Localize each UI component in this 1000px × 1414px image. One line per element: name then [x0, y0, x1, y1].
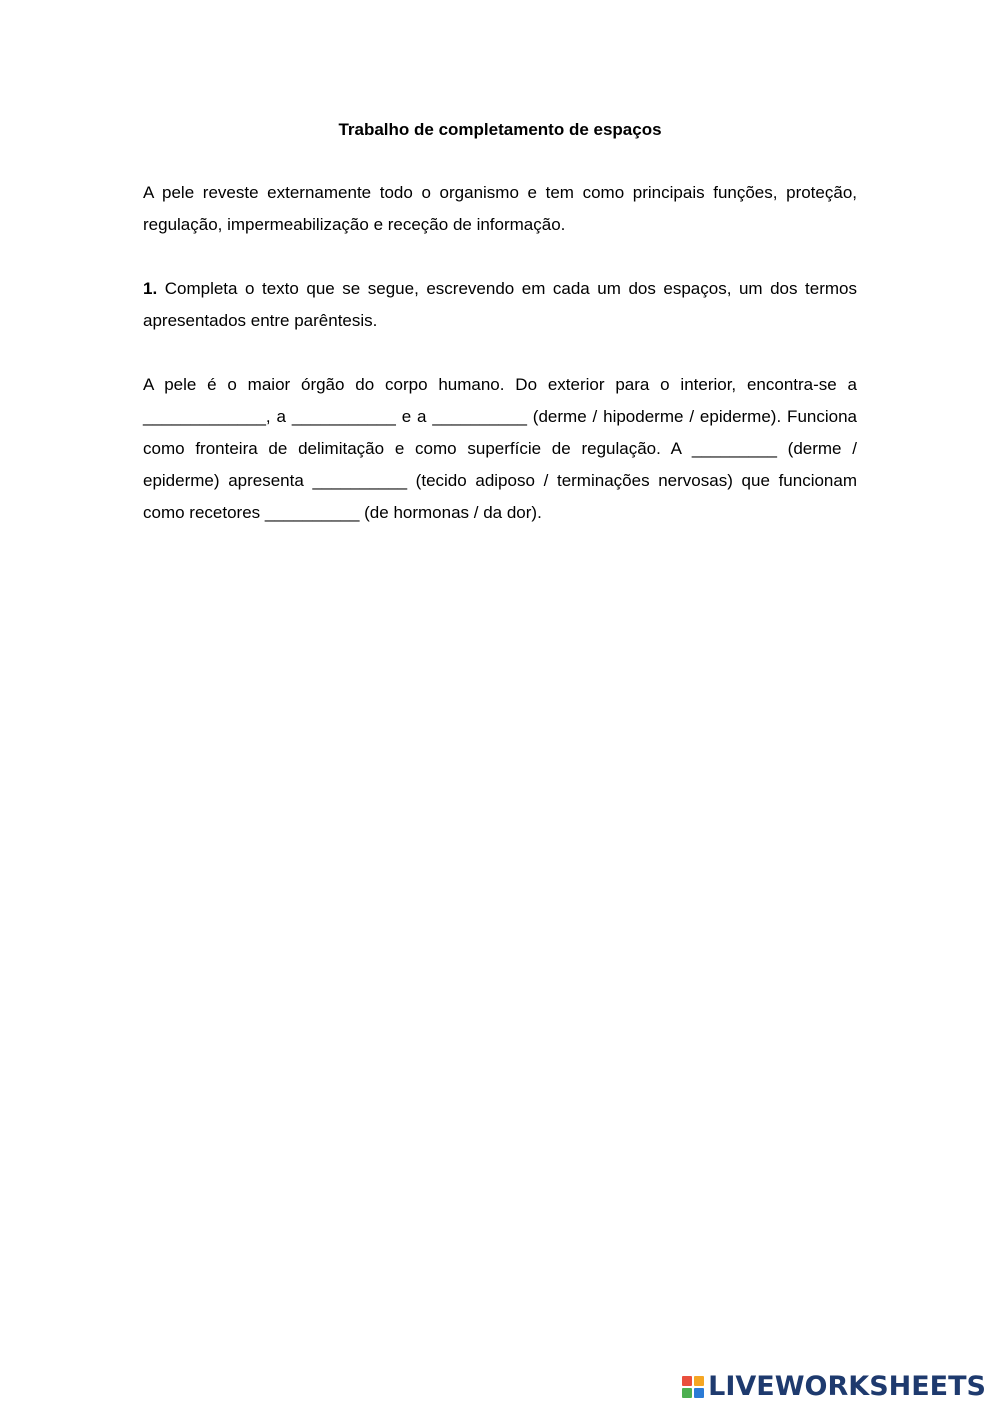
liveworksheets-logo-icon: [682, 1376, 704, 1398]
logo-text: LIVEWORKSHEETS: [708, 1371, 986, 1402]
worksheet-title: Trabalho de completamento de espaços: [338, 120, 662, 139]
question-instruction: Completa o texto que se segue, escrevendo em cada um dos espaços, um dos termos apresentados entre parêntesis.: [143, 279, 857, 330]
question-number: 1.: [143, 279, 158, 298]
fill-in-text: A pele é o maior órgão do corpo humano. Do exterior para o interior, encontra-se a _____________, a ___________ e a __________ (derme / hipoderme / epiderme). Funciona como fronteira de delimitação e como superfície de regulação. A _________ (derme / epiderme) apresenta __________ (tecido adiposo / terminações nervosas) que funcionam como recetores __________ (de hormonas / da dor).: [143, 375, 857, 522]
intro-paragraph: A pele reveste externamente todo o organismo e tem como principais funções, proteção, regulação, impermeabilização e receção de informação.: [143, 183, 857, 234]
question-paragraph: [143, 273, 857, 337]
liveworksheets-logo: [682, 1372, 986, 1402]
